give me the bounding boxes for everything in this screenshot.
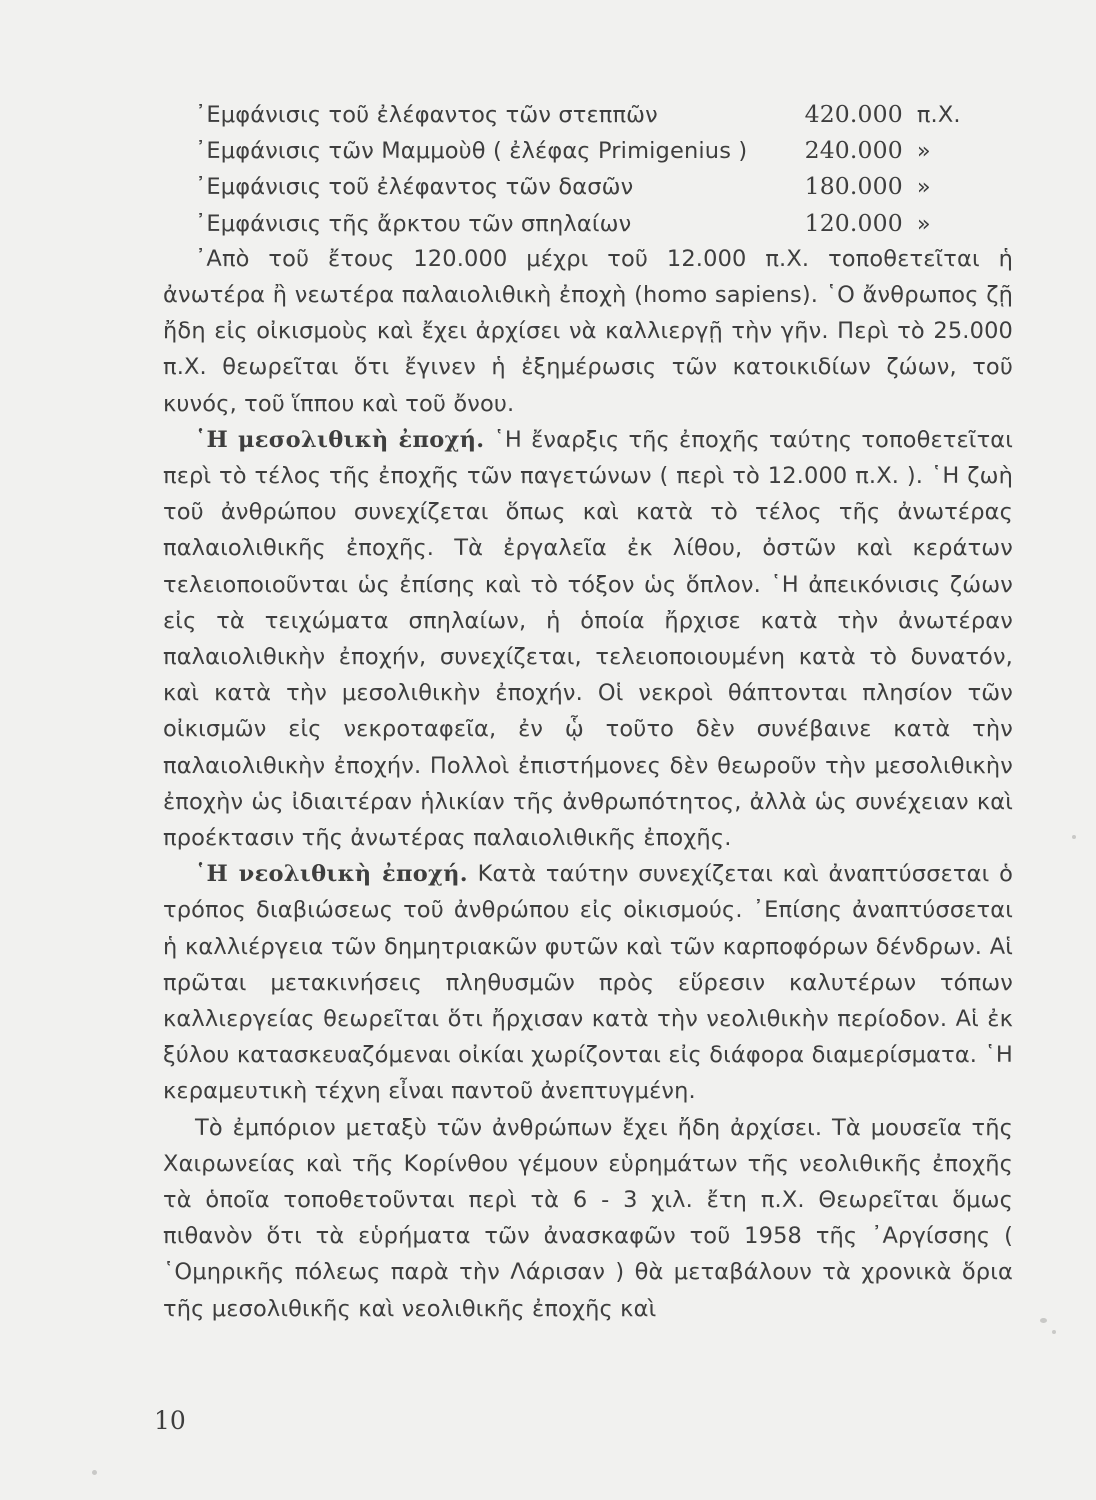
section-heading-neolithic: ῾Η νεολιθικὴ ἐποχή. [195, 861, 468, 888]
paragraph-neolithic [163, 856, 1013, 1109]
timeline-date: 420.000 [804, 100, 903, 128]
timeline-event: ᾿Εμφάνισις τοῦ ἐλέφαντος τῶν δασῶν [195, 174, 634, 201]
timeline-event: ᾿Εμφάνισις τῆς ἄρκτου τῶν σπηλαίων [195, 210, 632, 237]
section-heading-mesolithic: ῾Η μεσολιθικὴ ἐποχή. [195, 426, 485, 453]
timeline-era: » [916, 174, 931, 201]
timeline-era: π.Χ. [916, 102, 961, 128]
page-body [163, 96, 1013, 1327]
paragraph-mesolithic-body: ῾Η ἔναρξις τῆς ἐποχῆς ταύτης τοποθετεῖται περὶ τὸ τέλος τῆς ἐποχῆς τῶν παγετώνων ( περὶ τὸ 12.000 π.Χ. ). ῾Η ζωὴ τοῦ ἀνθρώπου συνεχίζεται ὅπως καὶ κατὰ τὸ τέλος τῆς ἀνωτέρας παλαιολιθικῆς ἐποχῆς. Τὰ ἐργαλεῖα ἐκ λίθου, ὀστῶν καὶ κεράτων τελειοποιοῦνται ὡς ἐπίσης καὶ τὸ τόξον ὡς ὅπλον. ῾Η ἀπεικόνισις ζώων εἰς τὰ τειχώματα σπηλαίων, ἡ ὁποία ἤρχισε κατὰ τὴν ἀνωτέραν παλαιολιθικὴν ἐποχήν, συνεχίζεται, τελειοποιουμένη κατὰ τὸ δυνατόν, καὶ κατὰ τὴν μεσολιθικὴν ἐποχήν. Οἱ νεκροὶ θάπτονται πλησίον τῶν οἰκισμῶν εἰς νεκροταφεῖα, ἐν ᾧ τοῦτο δὲν συνέβαινε κατὰ τὴν παλαιολιθικὴν ἐποχήν. Πολλοὶ ἐπιστήμονες δὲν θεωροῦν τὴν μεσολιθικὴν ἐποχὴν ὡς ἰδιαιτέραν ἡλικίαν τῆς ἀνθρωπότητος, ἀλλὰ ὡς συνέχειαν καὶ προέκτασιν τῆς ἀνωτέρας παλαιολιθικῆς ἐποχῆς. [163, 426, 1014, 851]
paragraph-homo-sapiens: ᾿Απὸ τοῦ ἔτους 120.000 μέχρι τοῦ 12.000 π.Χ. τοποθετεῖται ἡ ἀνωτέρα ἢ νεωτέρα παλαιολιθικὴ ἐποχὴ (homo sapiens). ῾Ο ἄνθρωπος ζῇ ἤδη εἰς οἰκισμοὺς καὶ ἔχει ἀρχίσει νὰ καλλιεργῇ τὴν γῆν. Περὶ τὸ 25.000 π.Χ. θεωρεῖται ὅτι ἔγινεν ἡ ἐξημέρωσις τῶν κατοικιδίων ζώων, τοῦ κυνός, τοῦ ἵππου καὶ τοῦ ὄνου. [163, 245, 1013, 417]
timeline-event: ᾿Εμφάνισις τῶν Μαμμοὺθ ( ἐλέφας Primigenius ) [195, 138, 748, 165]
timeline-row [163, 205, 1013, 241]
timeline-era: » [916, 138, 931, 165]
paper-speck [1072, 835, 1076, 839]
paper-speck [1052, 1330, 1056, 1334]
timeline-row [163, 132, 1013, 168]
paper-speck [92, 1470, 97, 1475]
timeline-row [163, 168, 1013, 204]
paper-speck [1040, 1318, 1047, 1323]
timeline-date: 240.000 [804, 136, 903, 165]
timeline-date: 120.000 [804, 208, 903, 237]
paragraph-trade: Τὸ ἐμπόριον μεταξὺ τῶν ἀνθρώπων ἔχει ἤδη ἀρχίσει. Τὰ μουσεῖα τῆς Χαιρωνείας καὶ τῆς Κορίνθου γέμουν εὑρημάτων τῆς νεολιθικῆς ἐποχῆς τὰ ὁποῖα τοποθετοῦνται περὶ τὰ 6 - 3 χιλ. ἔτη π.Χ. Θεωρεῖται ὅμως πιθανὸν ὅτι τὰ εὑρήματα τῶν ἀνασκαφῶν τοῦ 1958 τῆς ᾿Αργίσσης ( ῾Ομηρικῆς πόλεως παρὰ τὴν Λάρισαν ) θὰ μεταβάλουν τὰ χρονικὰ ὅρια τῆς μεσολιθικῆς καὶ νεολιθικῆς ἐποχῆς καὶ [163, 1114, 1013, 1322]
paragraph-neolithic-body: Κατὰ ταύτην συνεχίζεται καὶ ἀναπτύσσεται ὁ τρόπος διαβιώσεως τοῦ ἀνθρώπου εἰς οἰκισμούς. ᾿Επίσης ἀναπτύσσεται ἡ καλλιέργεια τῶν δημητριακῶν φυτῶν καὶ τῶν καρποφόρων δένδρων. Αἱ πρῶται μετακινήσεις πληθυσμῶν πρὸς εὕρεσιν καλυτέρων τόπων καλλιεργείας θεωρεῖται ὅτι ἤρχισαν κατὰ τὴν νεολιθικὴν περίοδον. Αἱ ἐκ ξύλου κατασκευαζόμεναι οἰκίαι χωρίζονται εἰς διάφορα διαμερίσματα. ῾Η κεραμευτικὴ τέχνη εἶναι παντοῦ ἀνεπτυγμένη. [163, 861, 1013, 1105]
timeline-list [163, 96, 1013, 241]
timeline-row [163, 96, 1013, 132]
timeline-date: 180.000 [804, 172, 903, 201]
paragraph-mesolithic [163, 422, 1013, 856]
page-number: 10 [154, 1406, 186, 1435]
timeline-event: ᾿Εμφάνισις τοῦ ἐλέφαντος τῶν στεππῶν [195, 102, 658, 128]
timeline-era: » [916, 210, 931, 237]
